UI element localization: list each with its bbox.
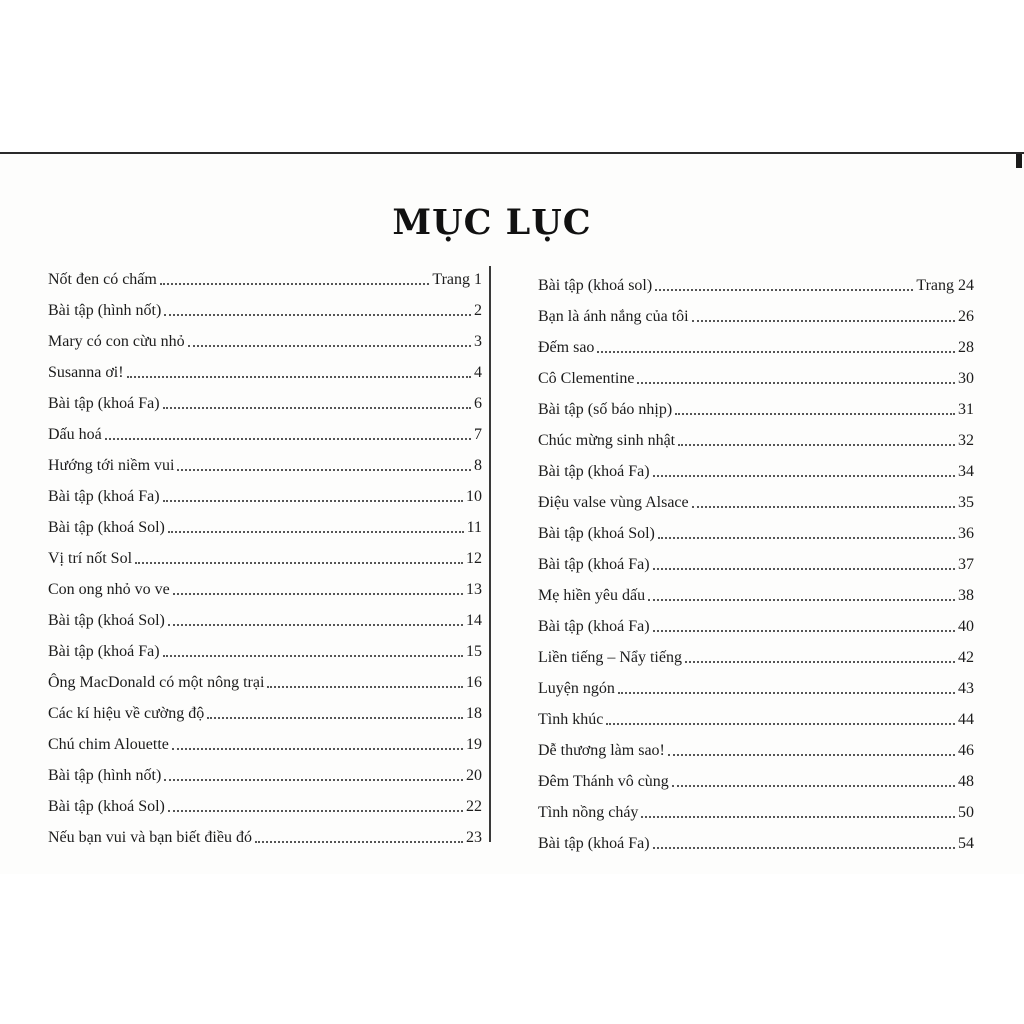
toc-entry-title: Susanna ơi! [48,364,124,381]
toc-entry [538,388,974,419]
toc-entry-page: 37 [958,556,974,573]
toc-entry [48,785,482,816]
dot-leader [692,505,955,508]
dot-leader [618,691,955,694]
toc-entry-title: Nếu bạn vui và bạn biết điều đó [48,829,252,846]
toc-entry [48,661,482,692]
toc-entry-page: Trang 24 [916,277,974,294]
toc-entry-title: Bài tập (khoá Fa) [538,835,650,852]
toc-entry [538,481,974,512]
toc-entry [538,667,974,698]
toc-entry-page: 31 [958,401,974,418]
toc-entry-page: 44 [958,711,974,728]
toc-entry [48,475,482,506]
toc-entry [538,512,974,543]
toc-entry-page: 30 [958,370,974,387]
toc-entry-title: Nốt đen có chấm [48,271,157,288]
toc-entry-title: Bài tập (khoá Sol) [48,612,165,629]
toc-entry-title: Cô Clementine [538,370,635,387]
toc-entry-title: Chú chim Alouette [48,736,169,753]
toc-entry [538,419,974,450]
dot-leader [255,840,463,843]
toc-entry-page: 7 [474,426,482,443]
toc-entry-title: Các kí hiệu về cường độ [48,705,205,722]
toc-entry-title: Bài tập (khoá Fa) [538,618,650,635]
toc-entry-page: 50 [958,804,974,821]
dot-leader [653,846,955,849]
toc-entry-title: Ông MacDonald có một nông trại [48,674,265,691]
dot-leader [188,344,471,347]
toc-entry-page: 16 [466,674,482,691]
toc-entry-page: 18 [466,705,482,722]
toc-entry-title: Bài tập (khoá Fa) [538,556,650,573]
toc-entry-page: 14 [466,612,482,629]
toc-entry [538,729,974,760]
toc-entry-page: 23 [466,829,482,846]
toc-entry-title: Bài tập (khoá Sol) [48,798,165,815]
dot-leader [653,474,955,477]
toc-entry [48,289,482,320]
dot-leader [678,443,955,446]
toc-entry-page: 6 [474,395,482,412]
page-corner-mark [1016,154,1022,168]
dot-leader [685,660,955,663]
dot-leader [135,561,463,564]
dot-leader [168,623,463,626]
dot-leader [207,716,463,719]
toc-entry-title: Bài tập (khoá Fa) [538,463,650,480]
dot-leader [641,815,955,818]
toc-entry [538,605,974,636]
dot-leader [653,567,955,570]
toc-entry [48,382,482,413]
toc-entry-page: 40 [958,618,974,635]
toc-entry-page: 34 [958,463,974,480]
toc-entry-page: 13 [466,581,482,598]
toc-entry [538,698,974,729]
toc-entry [48,630,482,661]
dot-leader [168,809,463,812]
toc-entry [48,692,482,723]
dot-leader [163,406,471,409]
page-title: MỤC LỤC [392,202,592,243]
dot-leader [105,437,471,440]
dot-leader [172,747,463,750]
dot-leader [127,375,471,378]
toc-entry-title: Đêm Thánh vô cùng [538,773,669,790]
toc-entry-page: Trang 1 [432,271,482,288]
toc-entry-page: 32 [958,432,974,449]
toc-entry [48,816,482,847]
toc-entry-title: Bài tập (khoá Fa) [48,395,160,412]
toc-entry [538,450,974,481]
toc-entry [48,351,482,382]
toc-entry-title: Bài tập (khoá Sol) [48,519,165,536]
toc-entry-page: 12 [466,550,482,567]
toc-entry-page: 35 [958,494,974,511]
dot-leader [160,282,430,285]
dot-leader [658,536,955,539]
toc-entry [48,320,482,351]
toc-entry-title: Dấu hoá [48,426,102,443]
toc-entry-page: 3 [474,333,482,350]
toc-entry-title: Liền tiếng – Nẩy tiếng [538,649,682,666]
toc-entry-title: Con ong nhỏ vo ve [48,581,170,598]
toc-entry-page: 4 [474,364,482,381]
toc-entry-title: Điệu valse vùng Alsace [538,494,689,511]
toc-entry [538,636,974,667]
dot-leader [648,598,955,601]
dot-leader [672,784,955,787]
toc-entry-page: 19 [466,736,482,753]
toc-entry-page: 36 [958,525,974,542]
dot-leader [597,350,955,353]
toc-entry-title: Bài tập (hình nốt) [48,302,162,319]
toc-entry [538,326,974,357]
toc-entry [538,357,974,388]
dot-leader [164,313,471,316]
dot-leader [606,722,955,725]
toc-entry [48,754,482,785]
toc-entry-title: Bài tập (khoá Fa) [48,643,160,660]
toc-entry-title: Mẹ hiền yêu dấu [538,587,646,604]
toc-entry [538,822,974,853]
toc-entry-title: Tình nồng cháy [538,804,639,821]
toc-entry-title: Hướng tới niềm vui [48,457,175,474]
toc-entry [48,258,482,289]
dot-leader [177,468,471,471]
toc-entry-title: Bạn là ánh nắng của tôi [538,308,689,325]
toc-entry [48,413,482,444]
toc-entry [538,760,974,791]
toc-entry-page: 54 [958,835,974,852]
toc-entry-title: Vị trí nốt Sol [48,550,133,567]
toc-entry-page: 22 [466,798,482,815]
dot-leader [163,654,463,657]
toc-entry [538,574,974,605]
toc-entry [48,537,482,568]
toc-entry [538,295,974,326]
toc-entry [48,444,482,475]
dot-leader [692,319,955,322]
toc-entry [48,506,482,537]
toc-entry-title: Mary có con cừu nhỏ [48,333,185,350]
toc-entry-page: 48 [958,773,974,790]
dot-leader [653,629,955,632]
toc-entry-title: Chúc mừng sinh nhật [538,432,676,449]
toc-entry [48,599,482,630]
toc-entry-page: 11 [466,519,482,536]
toc-entry-page: 10 [466,488,482,505]
dot-leader [267,685,463,688]
toc-entry-title: Bài tập (khoá Fa) [48,488,160,505]
toc-entry-page: 26 [958,308,974,325]
toc-entry-page: 38 [958,587,974,604]
toc-page [0,152,1024,874]
dot-leader [637,381,955,384]
toc-entry-page: 20 [466,767,482,784]
dot-leader [168,530,464,533]
toc-entry-page: 2 [474,302,482,319]
toc-entry-page: 28 [958,339,974,356]
toc-entry-page: 42 [958,649,974,666]
toc-entry-title: Bài tập (hình nốt) [48,767,162,784]
toc-entry [538,264,974,295]
toc-entry [538,543,974,574]
toc-entry [538,791,974,822]
toc-entry-title: Bài tập (khoá sol) [538,277,653,294]
toc-entry-title: Dễ thương làm sao! [538,742,665,759]
toc-entry-page: 43 [958,680,974,697]
toc-entry-page: 8 [474,457,482,474]
dot-leader [164,778,463,781]
toc-entry-title: Tình khúc [538,711,604,728]
dot-leader [173,592,463,595]
dot-leader [655,288,913,291]
toc-right-column [538,264,974,853]
toc-left-column [48,258,482,847]
dot-leader [675,412,955,415]
dot-leader [668,753,955,756]
toc-entry-title: Đếm sao [538,339,595,356]
toc-entry [48,568,482,599]
column-divider [489,266,491,842]
toc-entry-title: Bài tập (số báo nhịp) [538,401,673,418]
toc-entry [48,723,482,754]
toc-entry-title: Bài tập (khoá Sol) [538,525,655,542]
dot-leader [163,499,463,502]
toc-entry-page: 15 [466,643,482,660]
toc-entry-page: 46 [958,742,974,759]
toc-entry-title: Luyện ngón [538,680,615,697]
